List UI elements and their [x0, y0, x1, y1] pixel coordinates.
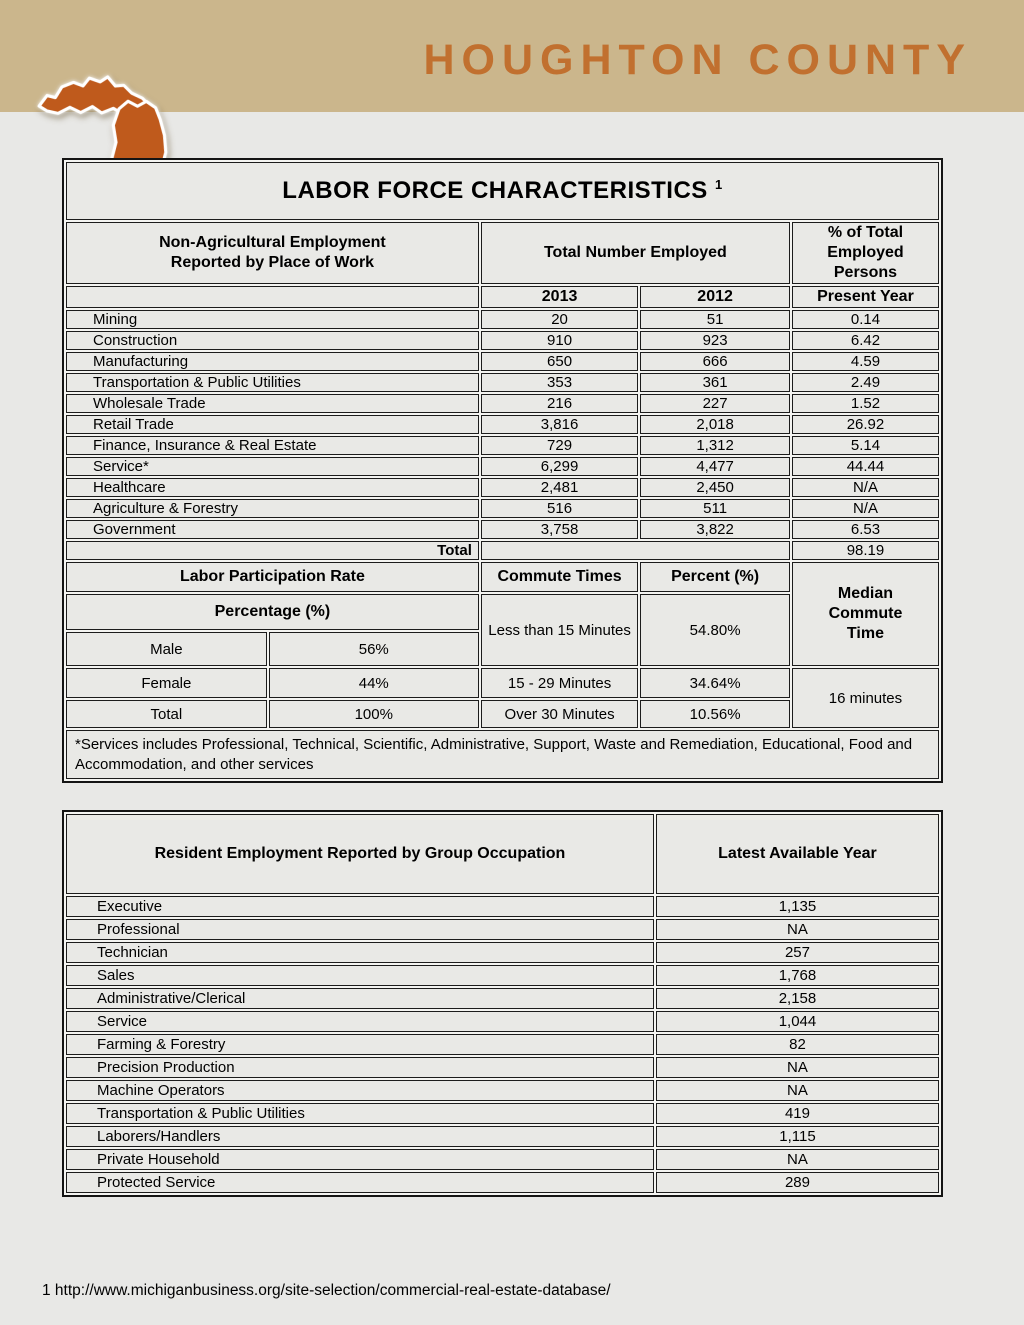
commute-times-header: Commute Times: [481, 562, 638, 592]
occupation-row: [66, 1057, 939, 1078]
labor-participation-header: Labor Participation Rate: [66, 562, 479, 592]
table-title: [66, 162, 939, 220]
labor-row: [66, 373, 939, 392]
employed-2013: 3,816: [481, 415, 638, 434]
employed-2013: 216: [481, 394, 638, 413]
industry-label: Transportation & Public Utilities: [66, 373, 479, 392]
year-header-row: [66, 286, 939, 308]
gender-label: Female: [66, 668, 267, 698]
gender-value: 100%: [269, 700, 479, 728]
employed-2013: 3,758: [481, 520, 638, 539]
pct-of-total: 5.14: [792, 436, 939, 455]
col-header-pct-employed: [792, 222, 939, 284]
labor-force-table-box: [62, 158, 943, 783]
footnote-row: [66, 730, 939, 779]
table-title-text: LABOR FORCE CHARACTERISTICS: [282, 177, 708, 204]
source-citation: 1 http://www.michiganbusiness.org/site-selection/commercial-real-estate-database/: [42, 1282, 611, 1299]
commute-bracket-value: 54.80%: [640, 594, 790, 666]
employed-2012: 51: [640, 310, 790, 329]
industry-label: Retail Trade: [66, 415, 479, 434]
gender-value: 44%: [269, 668, 479, 698]
employed-2013: 516: [481, 499, 638, 518]
gender-row: [66, 668, 939, 698]
title-row: [66, 162, 939, 220]
occupation-table: [64, 812, 941, 1195]
footnote-marker: 1: [714, 177, 723, 192]
pct-of-total: 44.44: [792, 457, 939, 476]
occupation-value: NA: [656, 1149, 939, 1170]
industry-label: Healthcare: [66, 478, 479, 497]
industry-label: Manufacturing: [66, 352, 479, 371]
services-footnote: *Services includes Professional, Technical, Scientific, Administrative, Support, Waste and Remediation, Educational, Food and Accommodation, and other services: [66, 730, 939, 779]
occupation-label: Private Household: [66, 1149, 654, 1170]
occupation-value: 1,044: [656, 1011, 939, 1032]
employed-2013: 910: [481, 331, 638, 350]
total-label: Total: [66, 541, 479, 560]
labor-row: [66, 478, 939, 497]
occupation-table-box: [62, 810, 943, 1197]
total-pct: 98.19: [792, 541, 939, 560]
employed-2012: 361: [640, 373, 790, 392]
col-header-total-employed: [481, 222, 790, 284]
commute-bracket-label: Less than 15 Minutes: [481, 594, 638, 666]
occupation-value: 82: [656, 1034, 939, 1055]
occupation-row: [66, 1011, 939, 1032]
pct-of-total: 1.52: [792, 394, 939, 413]
empty-cell: [481, 541, 790, 560]
occupation-row: [66, 1126, 939, 1147]
occupation-row: [66, 988, 939, 1009]
col-header-nonag-employment: [66, 222, 479, 284]
employed-2012: 3,822: [640, 520, 790, 539]
median-commute-header: [792, 562, 939, 666]
total-row: [66, 541, 939, 560]
occupation-label: Protected Service: [66, 1172, 654, 1193]
employed-2012: 923: [640, 331, 790, 350]
employed-2012: 666: [640, 352, 790, 371]
year-2012-header: 2012: [640, 286, 790, 308]
occupation-value: 289: [656, 1172, 939, 1193]
industry-label: Finance, Insurance & Real Estate: [66, 436, 479, 455]
commute-bracket-label: Over 30 Minutes: [481, 700, 638, 728]
labor-force-table: [64, 160, 941, 781]
occupation-row: [66, 1080, 939, 1101]
occupation-value: NA: [656, 1080, 939, 1101]
occupation-row: [66, 942, 939, 963]
labor-row: [66, 499, 939, 518]
occupation-value: 1,135: [656, 896, 939, 917]
percent-header: Percent (%): [640, 562, 790, 592]
employed-2013: 353: [481, 373, 638, 392]
employed-2012: 1,312: [640, 436, 790, 455]
occupation-label: Machine Operators: [66, 1080, 654, 1101]
occupation-header-row: [66, 814, 939, 894]
occupation-label: Administrative/Clerical: [66, 988, 654, 1009]
median-commute-value: 16 minutes: [792, 668, 939, 728]
occupation-label: Transportation & Public Utilities: [66, 1103, 654, 1124]
gender-value: 56%: [269, 632, 479, 666]
occupation-col-header: Resident Employment Reported by Group Occupation: [66, 814, 654, 894]
occupation-label: Service: [66, 1011, 654, 1032]
col-header-total-text: Total Number Employed: [543, 244, 727, 261]
col-header-nonag-text: Non-Agricultural Employment Reported by Place of Work: [159, 234, 386, 271]
industry-label: Service*: [66, 457, 479, 476]
occupation-value: 419: [656, 1103, 939, 1124]
present-year-header: Present Year: [792, 286, 939, 308]
labor-row: [66, 457, 939, 476]
pct-of-total: N/A: [792, 499, 939, 518]
occupation-label: Executive: [66, 896, 654, 917]
occupation-label: Farming & Forestry: [66, 1034, 654, 1055]
industry-label: Mining: [66, 310, 479, 329]
pct-of-total: 2.49: [792, 373, 939, 392]
labor-row: [66, 436, 939, 455]
employed-2012: 4,477: [640, 457, 790, 476]
commute-bracket-label: 15 - 29 Minutes: [481, 668, 638, 698]
median-commute-header-text: Median Commute Time: [828, 585, 903, 642]
occupation-value: 2,158: [656, 988, 939, 1009]
industry-label: Government: [66, 520, 479, 539]
labor-row: [66, 415, 939, 434]
industry-label: Wholesale Trade: [66, 394, 479, 413]
col-header-pct-text: % of Total Employed Persons: [827, 224, 904, 281]
occupation-row: [66, 1149, 939, 1170]
occupation-row: [66, 896, 939, 917]
pct-of-total: 4.59: [792, 352, 939, 371]
county-title: HOUGHTON COUNTY: [423, 36, 972, 84]
employed-2013: 729: [481, 436, 638, 455]
occupation-value: NA: [656, 919, 939, 940]
labor-row: [66, 352, 939, 371]
pct-of-total: 6.53: [792, 520, 939, 539]
occupation-value: 1,768: [656, 965, 939, 986]
employed-2013: 650: [481, 352, 638, 371]
commute-bracket-value: 34.64%: [640, 668, 790, 698]
percentage-label: Percentage (%): [66, 594, 479, 630]
pct-of-total: 0.14: [792, 310, 939, 329]
pct-of-total: N/A: [792, 478, 939, 497]
occupation-value: 257: [656, 942, 939, 963]
occupation-row: [66, 1172, 939, 1193]
occupation-label: Precision Production: [66, 1057, 654, 1078]
pct-of-total: 6.42: [792, 331, 939, 350]
pct-of-total: 26.92: [792, 415, 939, 434]
employed-2013: 20: [481, 310, 638, 329]
participation-header-row: [66, 562, 939, 592]
column-header-row: [66, 222, 939, 284]
occupation-label: Professional: [66, 919, 654, 940]
industry-label: Construction: [66, 331, 479, 350]
employed-2012: 2,018: [640, 415, 790, 434]
occupation-row: [66, 919, 939, 940]
empty-cell: [66, 286, 479, 308]
labor-row: [66, 310, 939, 329]
gender-label: Total: [66, 700, 267, 728]
employed-2012: 227: [640, 394, 790, 413]
latest-year-col-header: Latest Available Year: [656, 814, 939, 894]
gender-label: Male: [66, 632, 267, 666]
employed-2013: 2,481: [481, 478, 638, 497]
occupation-row: [66, 1034, 939, 1055]
labor-row: [66, 520, 939, 539]
occupation-value: 1,115: [656, 1126, 939, 1147]
commute-bracket-value: 10.56%: [640, 700, 790, 728]
occupation-label: Sales: [66, 965, 654, 986]
labor-row: [66, 394, 939, 413]
industry-label: Agriculture & Forestry: [66, 499, 479, 518]
labor-row: [66, 331, 939, 350]
occupation-label: Technician: [66, 942, 654, 963]
occupation-label: Laborers/Handlers: [66, 1126, 654, 1147]
employed-2012: 511: [640, 499, 790, 518]
employed-2012: 2,450: [640, 478, 790, 497]
employed-2013: 6,299: [481, 457, 638, 476]
occupation-value: NA: [656, 1057, 939, 1078]
occupation-row: [66, 1103, 939, 1124]
occupation-row: [66, 965, 939, 986]
year-2013-header: 2013: [481, 286, 638, 308]
